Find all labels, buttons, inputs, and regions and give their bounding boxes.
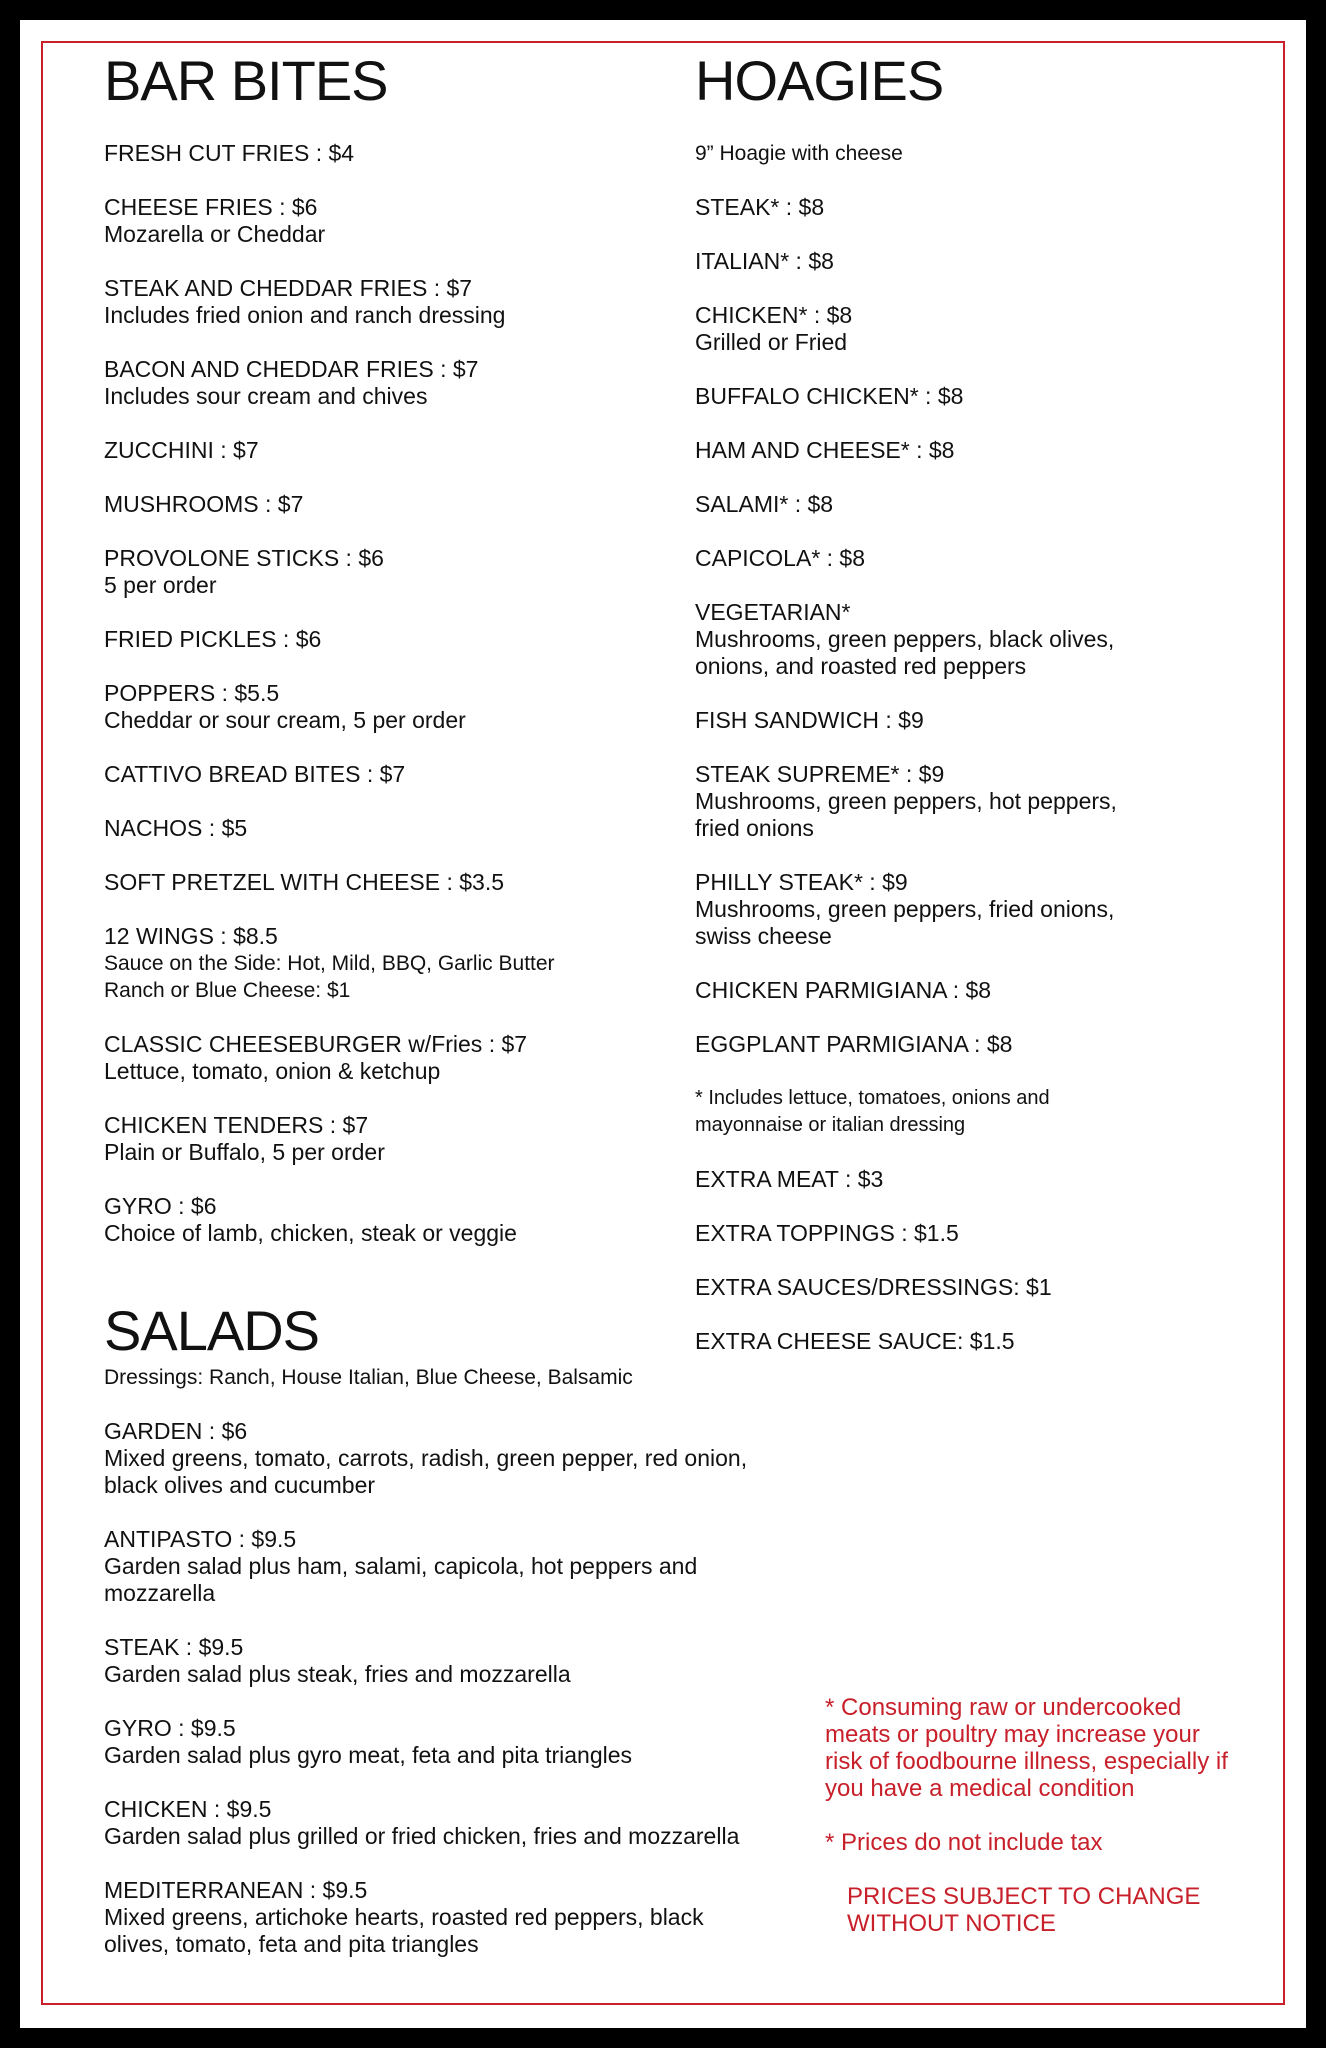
bar-bites-item-name: GYRO : $6 — [104, 1193, 217, 1219]
bar-bites-item-name: CATTIVO BREAD BITES : $7 — [104, 761, 406, 787]
bar-bites-item-name: CHICKEN TENDERS : $7 — [104, 1112, 369, 1138]
salad-item-description: Mixed greens, tomato, carrots, radish, green pepper, red onion, — [104, 1445, 748, 1471]
salad-item-name: GARDEN : $6 — [104, 1418, 248, 1444]
bar-bites-item-name: CHEESE FRIES : $6 — [104, 194, 318, 220]
bar-bites-item-name: NACHOS : $5 — [104, 815, 248, 841]
salad-item — [104, 1796, 864, 1850]
bar-bites-item — [104, 680, 744, 734]
bar-bites-item — [104, 275, 744, 329]
hoagie-item — [695, 707, 1215, 734]
bar-bites-item — [104, 1031, 744, 1085]
bar-bites-item-name: FRESH CUT FRIES : $4 — [104, 140, 355, 166]
hoagie-item — [695, 437, 1215, 464]
bar-bites-item — [104, 869, 744, 896]
bar-bites-item — [104, 761, 744, 788]
bar-bites-item — [104, 626, 744, 653]
hoagies-list — [695, 194, 1215, 1058]
bar-bites-title: BAR BITES — [104, 49, 388, 112]
salad-item-name: STEAK : $9.5 — [104, 1634, 244, 1660]
bar-bites-item-description: Cheddar or sour cream, 5 per order — [104, 707, 466, 733]
hoagie-item-name: SALAMI* : $8 — [695, 491, 834, 517]
bar-bites-item-description: Lettuce, tomato, onion & ketchup — [104, 1058, 441, 1084]
salad-item-description: olives, tomato, feta and pita triangles — [104, 1931, 479, 1957]
bar-bites-item-name: CLASSIC CHEESEBURGER w/Fries : $7 — [104, 1031, 528, 1057]
bar-bites-item-description: Sauce on the Side: Hot, Mild, BBQ, Garlic Butter — [104, 952, 555, 975]
salad-item-description: Mixed greens, artichoke hearts, roasted red peppers, black — [104, 1904, 704, 1930]
bar-bites-item — [104, 491, 744, 518]
hoagie-item-description: fried onions — [695, 815, 814, 841]
hoagie-item — [695, 194, 1215, 221]
hoagie-item-name: PHILLY STEAK* : $9 — [695, 869, 908, 895]
salad-item-description: Garden salad plus steak, fries and mozzarella — [104, 1661, 571, 1687]
extra-item: EXTRA TOPPINGS : $1.5 — [695, 1220, 959, 1246]
salad-item-description: black olives and cucumber — [104, 1472, 376, 1498]
hoagie-item — [695, 248, 1215, 275]
bar-bites-item-description: Mozarella or Cheddar — [104, 221, 326, 247]
price-change-line: WITHOUT NOTICE — [847, 1910, 1056, 1937]
hoagie-item-description: Mushrooms, green peppers, hot peppers, — [695, 788, 1117, 814]
extra-item: EXTRA SAUCES/DRESSINGS: $1 — [695, 1274, 1052, 1300]
bar-bites-item-name: BACON AND CHEDDAR FRIES : $7 — [104, 356, 479, 382]
salad-item-description: Garden salad plus ham, salami, capicola, hot peppers and — [104, 1553, 698, 1579]
hoagie-item-name: EGGPLANT PARMIGIANA : $8 — [695, 1031, 1013, 1057]
salad-item-name: GYRO : $9.5 — [104, 1715, 236, 1741]
salad-item-description: Garden salad plus gyro meat, feta and pita triangles — [104, 1742, 633, 1768]
salad-item — [104, 1418, 864, 1499]
salad-item-name: MEDITERRANEAN : $9.5 — [104, 1877, 368, 1903]
warning-line: * Consuming raw or undercooked — [825, 1694, 1182, 1721]
hoagies-footnote — [695, 1085, 1215, 1139]
hoagie-item — [695, 869, 1215, 950]
bar-bites-item — [104, 815, 744, 842]
hoagie-item-name: CAPICOLA* : $8 — [695, 545, 866, 571]
bar-bites-item — [104, 437, 744, 464]
bar-bites-item-name: 12 WINGS : $8.5 — [104, 923, 278, 949]
hoagie-item-name: CHICKEN* : $8 — [695, 302, 853, 328]
hoagie-item — [695, 1031, 1215, 1058]
salad-item — [104, 1877, 864, 1958]
bar-bites-item-description: 5 per order — [104, 572, 217, 598]
hoagies-subtitle: 9” Hoagie with cheese — [695, 142, 903, 165]
hoagie-item-description: Mushrooms, green peppers, black olives, — [695, 626, 1115, 652]
hoagie-item-name: FISH SANDWICH : $9 — [695, 707, 924, 733]
extra-item: EXTRA MEAT : $3 — [695, 1166, 884, 1192]
salad-item — [104, 1526, 864, 1607]
extra-item: EXTRA CHEESE SAUCE: $1.5 — [695, 1328, 1015, 1354]
hoagies-title: HOAGIES — [695, 49, 944, 112]
salad-item — [104, 1715, 864, 1769]
bar-bites-item — [104, 1112, 744, 1166]
hoagie-item — [695, 977, 1215, 1004]
hoagie-item — [695, 491, 1215, 518]
hoagie-item-name: BUFFALO CHICKEN* : $8 — [695, 383, 964, 409]
bar-bites-item-name: POPPERS : $5.5 — [104, 680, 280, 706]
bar-bites-item-description: Plain or Buffalo, 5 per order — [104, 1139, 385, 1165]
hoagie-item-name: ITALIAN* : $8 — [695, 248, 834, 274]
hoagies-footnote-line: mayonnaise or italian dressing — [695, 1114, 966, 1136]
bar-bites-item-name: ZUCCHINI : $7 — [104, 437, 259, 463]
bar-bites-item — [104, 140, 744, 167]
warning-line: meats or poultry may increase your — [825, 1721, 1200, 1748]
hoagie-item — [695, 302, 1215, 356]
salads-list — [104, 1418, 864, 1958]
price-change-line: PRICES SUBJECT TO CHANGE — [847, 1883, 1201, 1910]
hoagie-item-name: STEAK* : $8 — [695, 194, 825, 220]
bar-bites-item-description: Choice of lamb, chicken, steak or veggie — [104, 1220, 517, 1246]
bar-bites-item-description: Ranch or Blue Cheese: $1 — [104, 979, 351, 1002]
hoagie-item-description: Mushrooms, green peppers, fried onions, — [695, 896, 1115, 922]
bar-bites-item — [104, 1193, 744, 1247]
salads-section — [104, 1300, 864, 1958]
bar-bites-item-name: MUSHROOMS : $7 — [104, 491, 304, 517]
bar-bites-item-name: STEAK AND CHEDDAR FRIES : $7 — [104, 275, 473, 301]
salad-item-name: CHICKEN : $9.5 — [104, 1796, 272, 1822]
bar-bites-item — [104, 194, 744, 248]
hoagie-item-name: CHICKEN PARMIGIANA : $8 — [695, 977, 992, 1003]
hoagie-item-name: VEGETARIAN* — [695, 599, 851, 625]
salads-title: SALADS — [104, 1299, 319, 1362]
salad-item — [104, 1634, 864, 1688]
hoagie-item — [695, 545, 1215, 572]
hoagie-item-name: STEAK SUPREME* : $9 — [695, 761, 945, 787]
tax-notice: * Prices do not include tax — [825, 1829, 1103, 1856]
bar-bites-item-description: Includes fried onion and ranch dressing — [104, 302, 506, 328]
hoagie-item — [695, 599, 1215, 680]
price-change-notice — [825, 1883, 1265, 1937]
bar-bites-item — [104, 545, 744, 599]
salads-dressings: Dressings: Ranch, House Italian, Blue Cheese, Balsamic — [104, 1366, 633, 1389]
bar-bites-item — [104, 923, 744, 1004]
warning-line: risk of foodbourne illness, especially if — [825, 1748, 1228, 1775]
menu-page — [20, 20, 1306, 2028]
bar-bites-section — [104, 50, 744, 1247]
bar-bites-item-name: SOFT PRETZEL WITH CHEESE : $3.5 — [104, 869, 505, 895]
hoagie-item-description: swiss cheese — [695, 923, 832, 949]
raw-food-warning — [825, 1694, 1265, 1802]
hoagie-item-description: Grilled or Fried — [695, 329, 848, 355]
salad-item-name: ANTIPASTO : $9.5 — [104, 1526, 297, 1552]
hoagies-footnote-line: * Includes lettuce, tomatoes, onions and — [695, 1087, 1050, 1109]
bar-bites-item — [104, 356, 744, 410]
salad-item-description: Garden salad plus grilled or fried chicken, fries and mozzarella — [104, 1823, 740, 1849]
hoagie-item — [695, 383, 1215, 410]
hoagies-section — [695, 50, 1215, 1355]
bar-bites-item-description: Includes sour cream and chives — [104, 383, 428, 409]
warning-line: you have a medical condition — [825, 1775, 1135, 1802]
bar-bites-item-name: FRIED PICKLES : $6 — [104, 626, 322, 652]
notice-block — [825, 1694, 1265, 1937]
bar-bites-item-name: PROVOLONE STICKS : $6 — [104, 545, 384, 571]
bar-bites-list — [104, 140, 744, 1247]
hoagie-item-description: onions, and roasted red peppers — [695, 653, 1027, 679]
salad-item-description: mozzarella — [104, 1580, 216, 1606]
hoagie-item — [695, 761, 1215, 842]
hoagie-item-name: HAM AND CHEESE* : $8 — [695, 437, 955, 463]
